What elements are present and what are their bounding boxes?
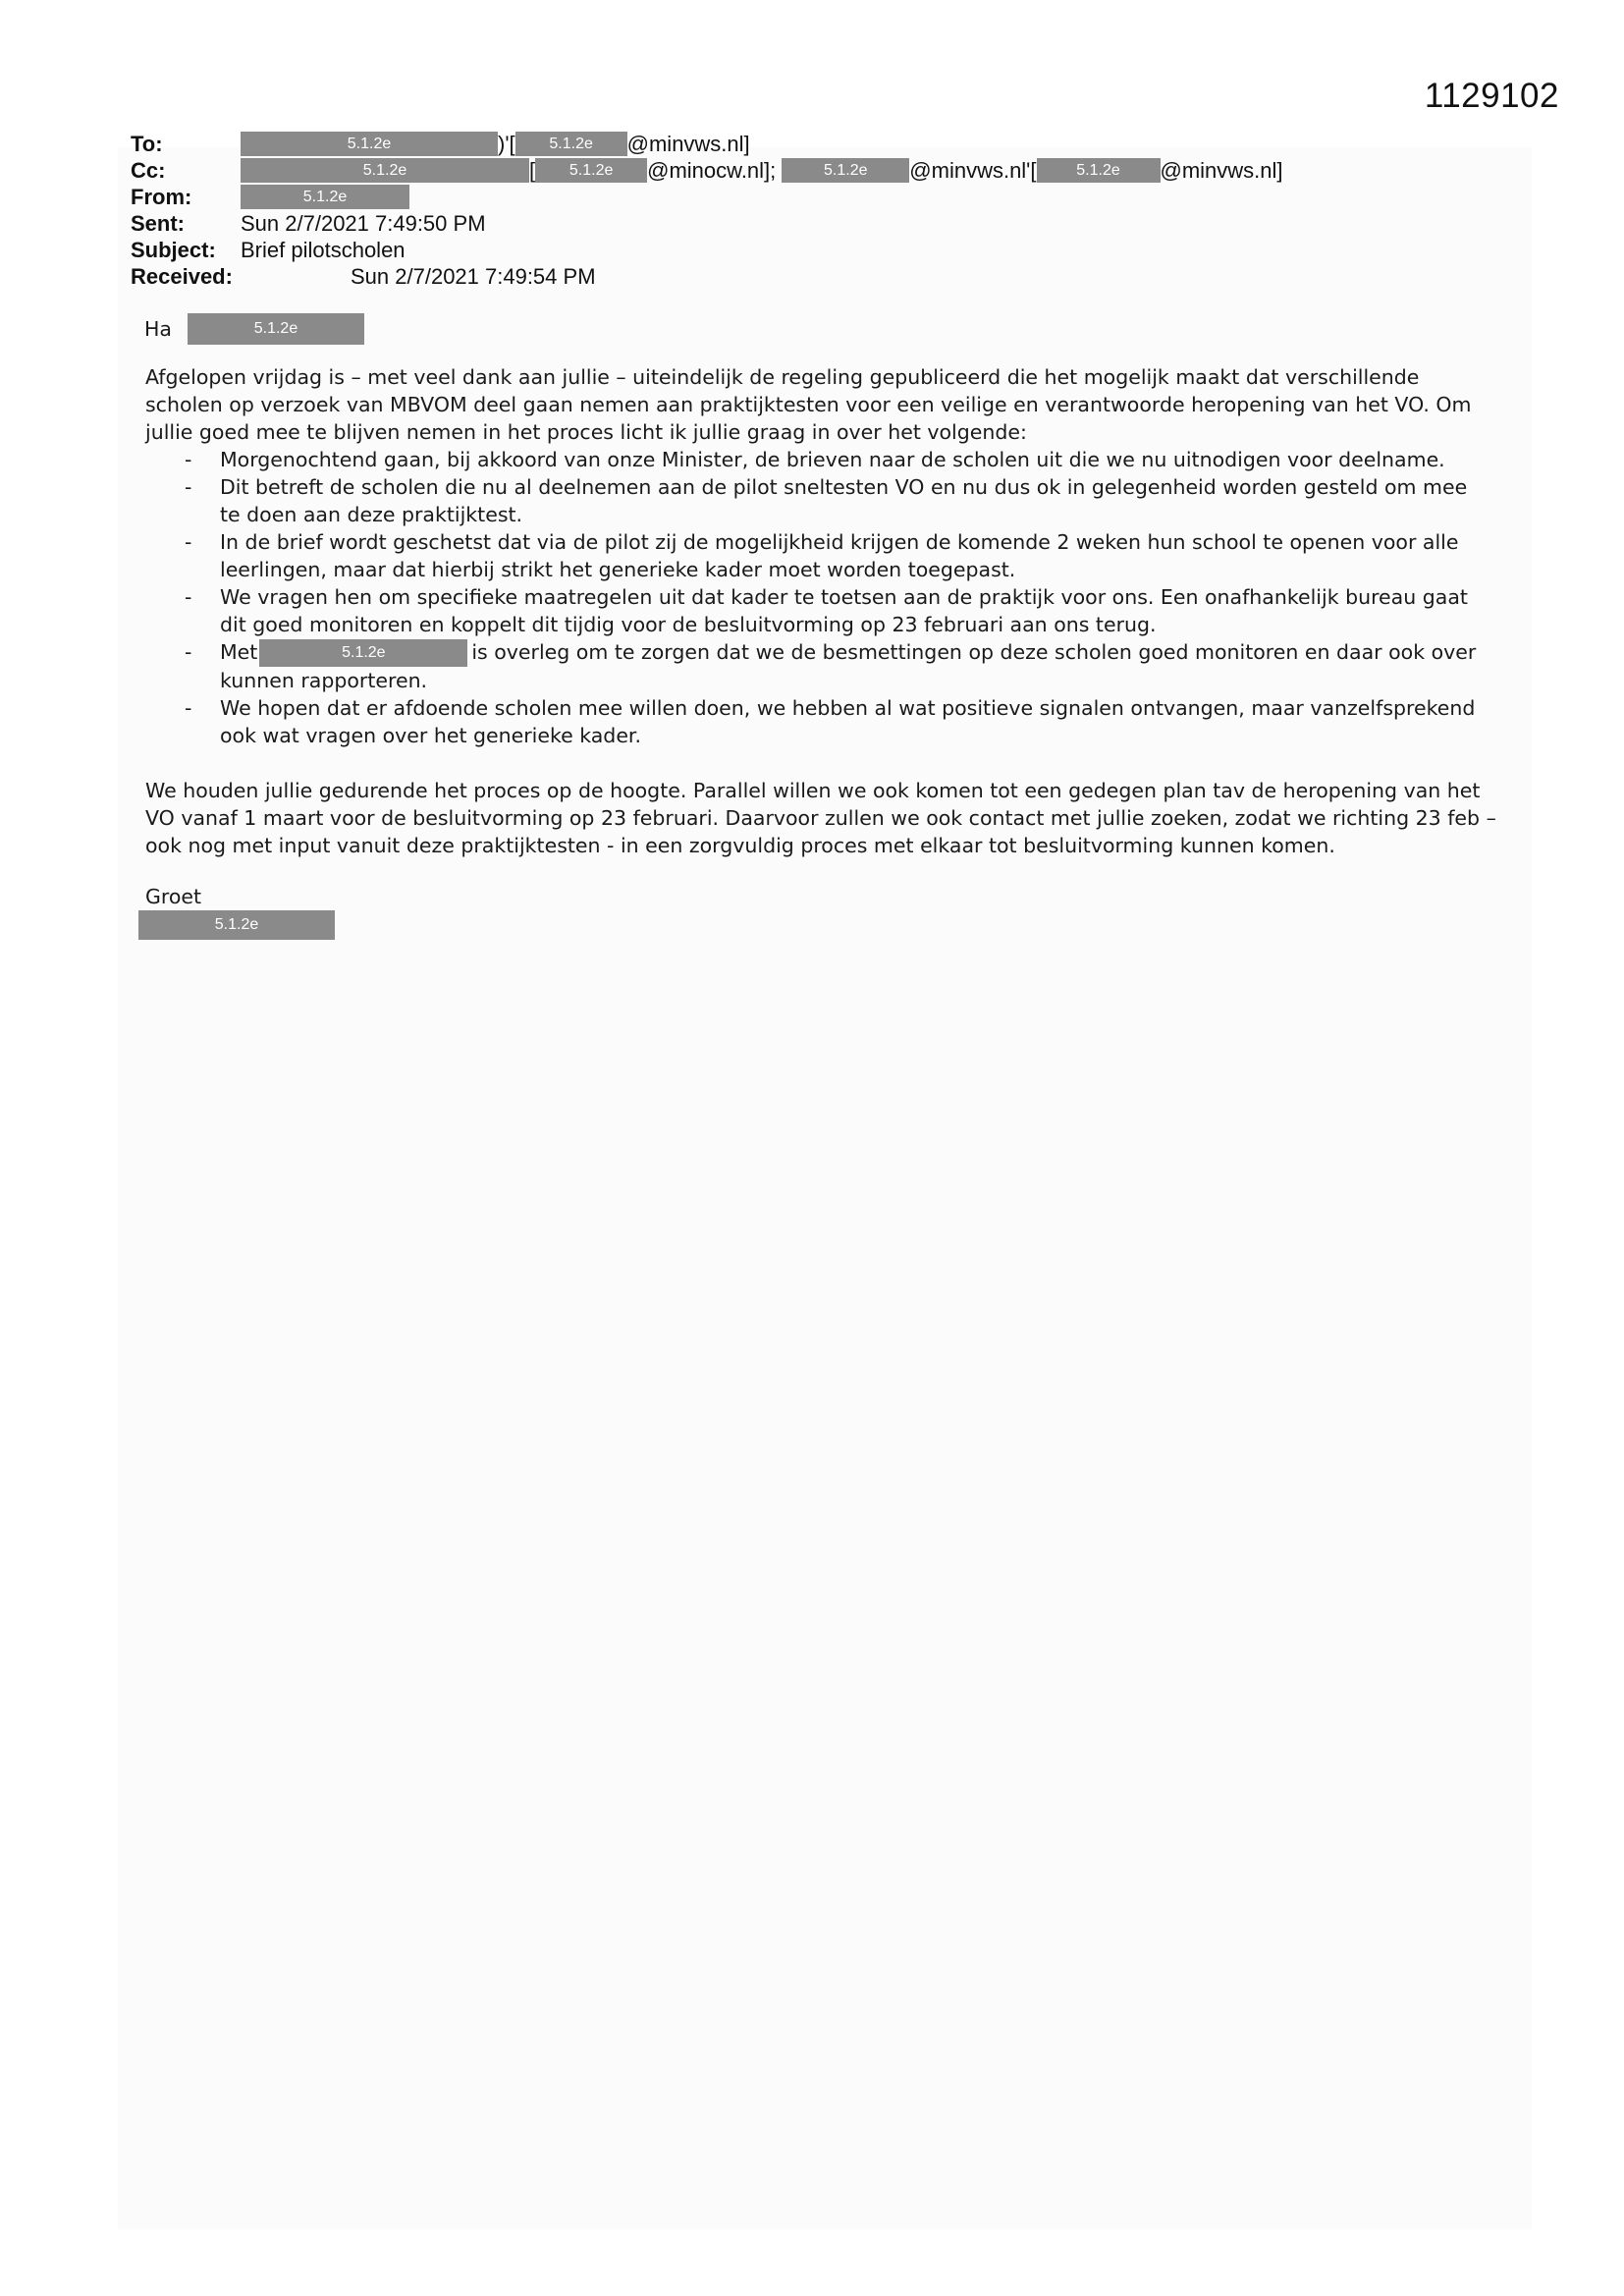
cc-domain-1: @minocw.nl];: [647, 158, 777, 183]
redacted-block: 5.1.2e: [241, 158, 529, 183]
received-label: Received:: [131, 264, 233, 289]
signoff: Groet: [145, 885, 202, 908]
list-item: - Morgenochtend gaan, bij akkoord van onze Minister, de brieven naar de scholen uit die we nu uitnodigen voor deelname.: [185, 448, 1445, 471]
redacted-block: 5.1.2e: [241, 185, 409, 209]
list-item: - In de brief wordt geschetst dat via de pilot zij de mogelijkheid krijgen de komende 2 weken hun school te openen voor alle leerlingen, maar dat hierbij strikt het generieke kader moet worden toegepast.: [185, 530, 1459, 581]
redacted-block: 5.1.2e: [782, 158, 909, 183]
sent-label: Sent:: [131, 211, 185, 236]
subject-value: Brief pilotscholen: [241, 238, 406, 262]
received-value: Sun 2/7/2021 7:49:54 PM: [351, 264, 596, 289]
to-label: To:: [131, 132, 163, 156]
email-header: [131, 131, 1283, 290]
subject-row: [131, 237, 1283, 263]
to-separator: )'[: [498, 132, 515, 156]
email-body: [145, 312, 1500, 940]
from-label: From:: [131, 185, 192, 209]
cc-separator: [: [529, 158, 536, 183]
redacted-block: 5.1.2e: [241, 132, 498, 156]
signature: [145, 910, 1500, 940]
document-number: 1129102: [1424, 77, 1559, 115]
subject-label: Subject:: [131, 238, 216, 262]
from-row: [131, 184, 1283, 210]
redacted-block: 5.1.2e: [188, 313, 364, 345]
to-row: [131, 131, 1283, 157]
greeting: [144, 312, 1500, 346]
sent-row: [131, 210, 1283, 237]
cc-label: Cc:: [131, 158, 166, 183]
list-item: - Met 5.1.2e is overleg om te zorgen dat we de besmettingen op deze scholen goed monitoren en daar ook over kunnen rapporteren.: [185, 640, 1477, 692]
list-item: - Dit betreft de scholen die nu al deelnemen aan de pilot sneltesten VO en nu dus ok in gelegenheid worden gesteld om mee te doen aan deze praktijktest.: [185, 475, 1468, 526]
cc-row: [131, 157, 1283, 184]
cc-domain-2: @minvws.nl'[: [909, 158, 1037, 183]
list-item: - We vragen hen om specifieke maatregelen uit dat kader te toetsen aan de praktijk voor ons. Een onafhankelijk bureau gaat dit goed monitoren en koppelt dit tijdig voor de besluitvorming op 23 februari aan ons terug.: [185, 585, 1468, 636]
redacted-block: 5.1.2e: [515, 132, 627, 156]
redacted-block: 5.1.2e: [259, 639, 467, 667]
list-item: - We hopen dat er afdoende scholen mee willen doen, we hebben al wat positieve signalen ontvangen, maar vanzelfsprekend ook wat vragen over het generieke kader.: [185, 696, 1476, 747]
greeting-text: Ha: [144, 317, 172, 341]
sent-value: Sun 2/7/2021 7:49:50 PM: [241, 211, 486, 236]
redacted-block: 5.1.2e: [535, 158, 647, 183]
redacted-block: 5.1.2e: [1037, 158, 1161, 183]
received-row: [131, 263, 1283, 290]
intro-paragraph: Afgelopen vrijdag is – met veel dank aan jullie – uiteindelijk de regeling gepubliceerd die het mogelijk maakt dat verschillende scholen op verzoek van MBVOM deel gaan nemen aan praktijktesten voor een veilige en verantwoorde heropening van het VO. Om jullie goed mee te blijven nemen in het proces licht ik jullie graag in over het volgende:: [145, 365, 1472, 444]
cc-domain-3: @minvws.nl]: [1160, 158, 1283, 183]
closing-paragraph: We houden jullie gedurende het proces op de hoogte. Parallel willen we ook komen tot een gedegen plan tav de heropening van het VO vanaf 1 maart voor de besluitvorming op 23 februari. Daarvoor zullen we ook contact met jullie zoeken, zodat we richting 23 feb – ook nog met input vanuit deze praktijktesten - in een zorgvuldig proces met elkaar tot besluitvorming kunnen komen.: [145, 779, 1496, 857]
to-domain: @minvws.nl]: [626, 132, 750, 156]
redacted-block: 5.1.2e: [138, 910, 335, 940]
bullet-list: [145, 446, 1500, 749]
